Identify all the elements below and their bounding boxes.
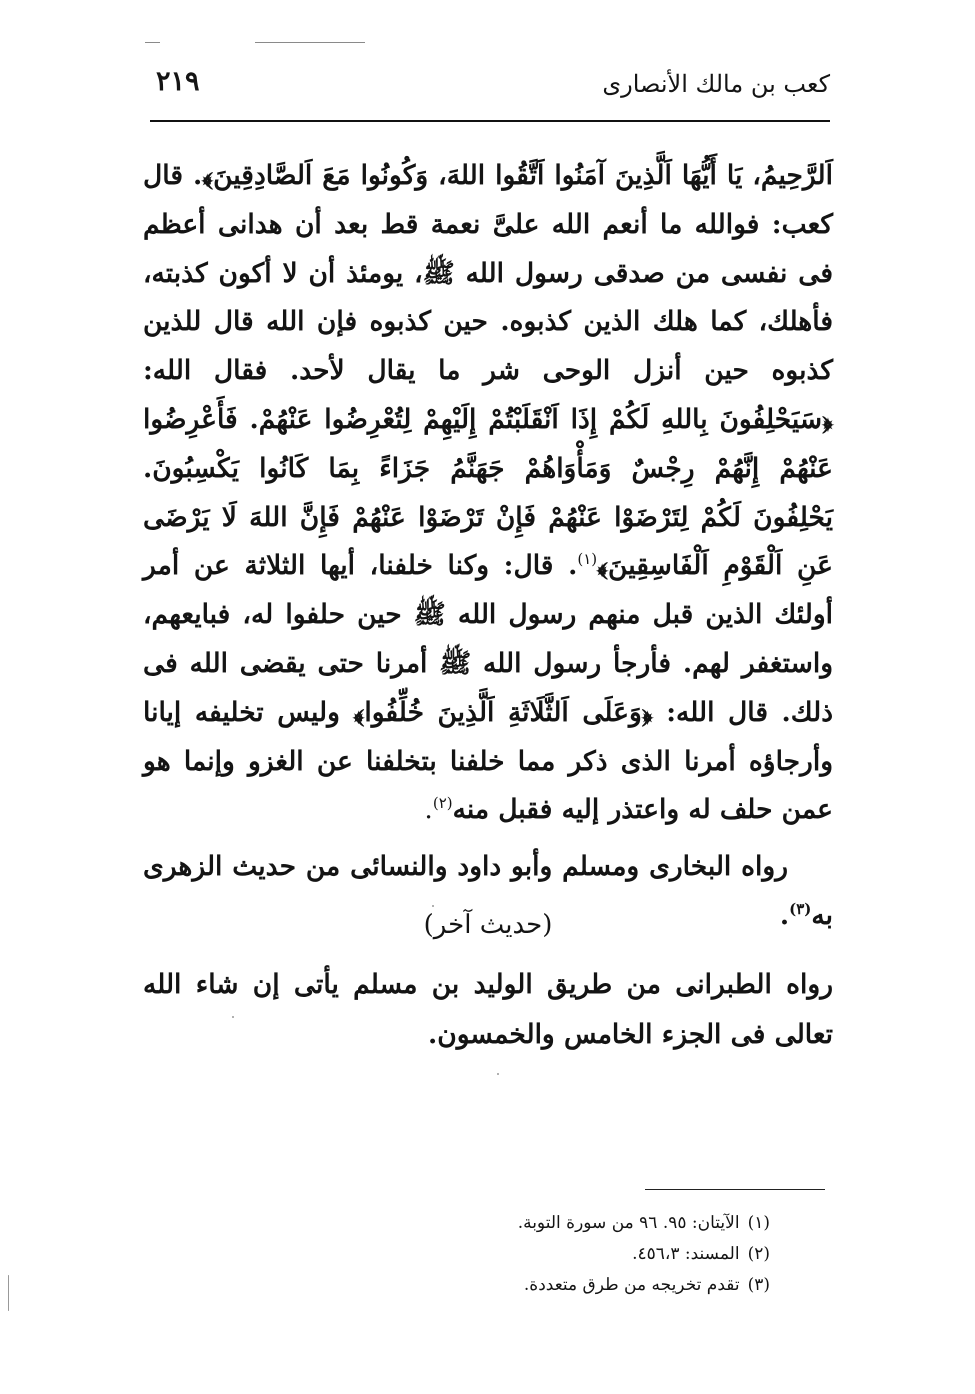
paragraph-hadith <box>143 152 833 835</box>
section-text: رواه الطبرانى من طريق الوليد بن مسلم يأتى إن شاء الله تعالى فى الجزء الخامس والخمسون. <box>143 969 833 1050</box>
footnote-ref: (٢) <box>432 794 453 813</box>
scan-artifact-mark <box>8 1275 9 1311</box>
scan-artifact-speck <box>497 1073 499 1075</box>
running-header <box>150 64 830 116</box>
page-number: ٢١٩ <box>156 66 200 97</box>
footnote-item <box>300 1270 770 1301</box>
footnote-ref: (٣) <box>789 900 812 919</box>
quran-verse: ﴿وَعَلَى اَلثَّلَاثَةِ اَلَّذِينَ خُلِّفُوا﴾ <box>353 696 653 728</box>
header-rule <box>150 120 830 122</box>
sources-text: رواه البخارى ومسلم وأبو داود والنسائى من حديث الزهرى به <box>143 851 833 931</box>
sentence-end: . <box>424 794 433 826</box>
quran-verse: ﴿سَيَحْلِفُونَ بِاللهِ لَكُمْ إِذَا اَنْقَلَبْتُمْ إِلَيْهِمْ لِتُعْرِضُوا عَنْهُمْ. فَأَعْرِضُوا عَنْهُمْ إِنَّهُمْ رِجْسٌ وَمَأْوَاهُمْ جَهَنَّمُ جَزَاءً بِمَا كَانُوا يَكْسِبُونَ. يَحْلِفُونَ لَكُمْ لِتَرْضَوْا عَنْهُمْ فَإِنْ تَرْضَوْا عَنْهُمْ فَإِنَّ اللهَ لَا يَرْضَى عَنِ اَلْقَوْمِ اَلْفَاسِقِينَ﴾ <box>143 403 833 582</box>
main-text <box>143 152 833 941</box>
footnotes <box>300 1208 770 1301</box>
quran-verse: اَلرَّحِيمُ، يَا أَيُّهَا اَلَّذِينَ آمَنُوا اَتَّقُوا اللهَ، وَكُونُوا مَعَ اَلصَّادِقِينَ﴾. <box>193 160 833 191</box>
scan-artifact-line <box>255 42 365 43</box>
footnote-text: تقدم تخريجه من طرق متعددة. <box>523 1275 740 1295</box>
narration-text: قال كعب: فوالله ما أنعم الله علىَّ نعمة قط بعد أن هدانى أعظم فى نفسى من صدقى رسول الله ﷺ، يومئذ أن لا أكون كذبته، فأهلك، كما هلك الذين كذبوه. حين كذبوه فإن الله قال للذين كذبوه حين أنزل الوحى شر ما يقال لأحد. فقال الله: <box>143 160 833 387</box>
footnote-rule <box>645 1189 825 1190</box>
scan-artifact-line <box>145 42 160 43</box>
header-title: كعب بن مالك الأنصارى <box>602 70 830 98</box>
narration-text: . قال: وكنا خلفنا، أيها الثلاثة عن أمر أولئك الذين قبل منهم رسول الله ﷺ حين حلفوا له، فبايعهم، واستغفر لهم. فأرجأ رسول الله ﷺ أمرنا حتى يقضى الله فى ذلك. قال الله: <box>143 550 833 728</box>
sentence-end: . <box>779 899 790 931</box>
narration-text: وليس تخليفه إيانا وأرجاؤه أمرنا الذى ذكر مما خلفنا بتخلفنا عن الغزو وإنما هو عمن حلف له واعتذر إليه فقبل منه <box>143 696 833 826</box>
footnote-number: (٣) <box>747 1275 770 1295</box>
footnote-number: (٢) <box>747 1244 770 1264</box>
footnote-text: المسند: ٤٥٦،٣. <box>632 1244 740 1264</box>
footnote-ref: (١) <box>577 550 598 569</box>
section-heading: (حديث آخر) <box>423 910 553 940</box>
footnote-item <box>300 1239 770 1270</box>
footnote-item <box>300 1208 770 1239</box>
footnote-number: (١) <box>747 1213 770 1233</box>
footnote-text: الآيتان: ٩٥. ٩٦ من سورة التوبة. <box>517 1213 740 1233</box>
